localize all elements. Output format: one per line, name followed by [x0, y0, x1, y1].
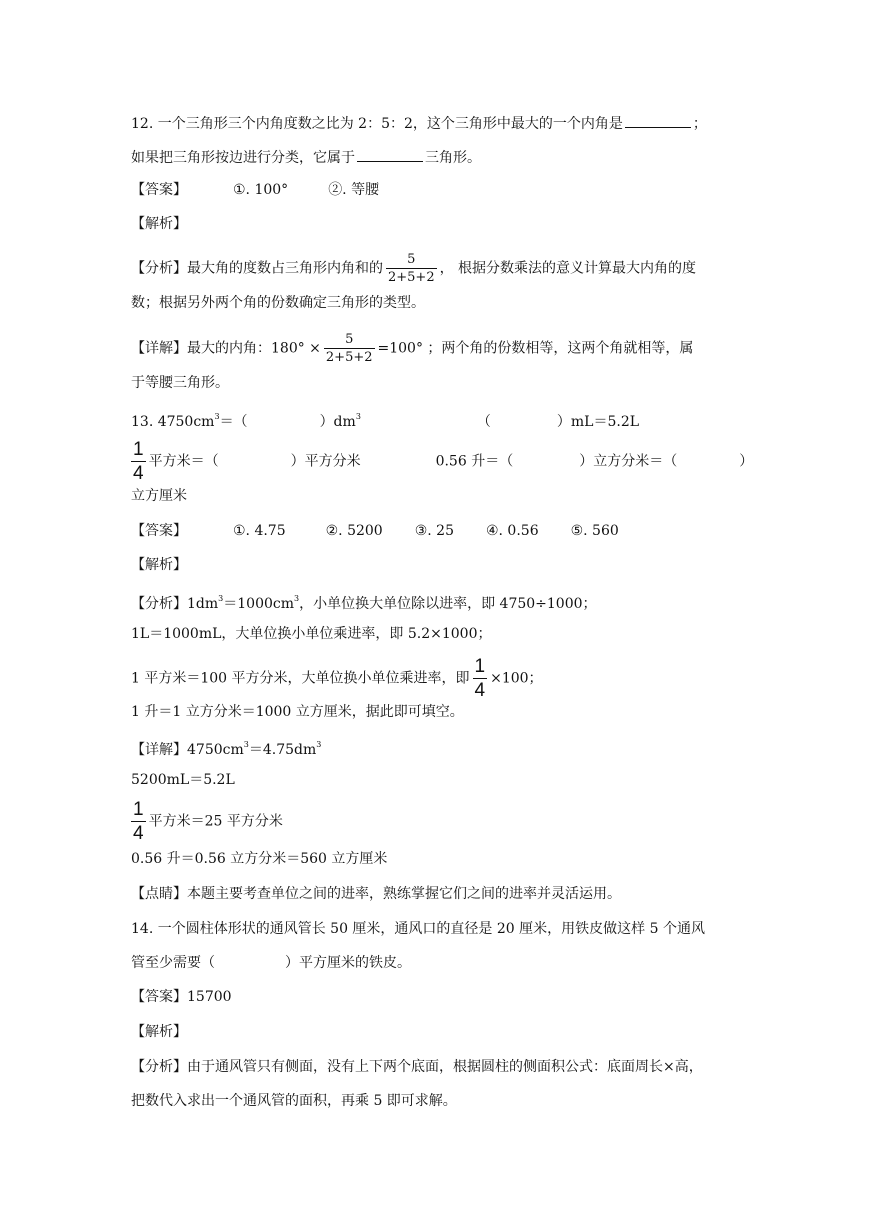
q12-line1-end: ； — [692, 116, 707, 132]
q13-fenxi-4: 1 升＝1 立方分米＝1000 立方厘米，据此即可填空。 — [131, 704, 464, 720]
q13-fenxi3-text-b: ×100； — [490, 670, 543, 687]
q13-answer-2: ②. 5200 — [325, 523, 383, 539]
q12-answer — [131, 180, 379, 200]
q14-fenxi-2: 把数代入求出一个通风管的面积，再乘 5 即可求解。 — [131, 1093, 457, 1109]
q12-line1 — [131, 114, 707, 134]
q12-blank-2[interactable] — [357, 148, 423, 162]
superscript-3: 3 — [243, 740, 249, 749]
q14-answer: 【答案】15700 — [131, 989, 232, 1005]
q14-analysis-heading: 【解析】 — [131, 1024, 187, 1040]
q13-line3: 立方厘米 — [131, 488, 187, 504]
q13-fraction-quarter — [131, 440, 146, 483]
q12-fenxi-line2: 数；根据另外两个角的份数确定三角形的类型。 — [131, 295, 425, 311]
q14-text-a: 管至少需要（ — [131, 955, 215, 971]
q12-xiangjie — [131, 333, 693, 364]
q12-xiangjie-line2: 于等腰三角形。 — [131, 375, 229, 391]
fraction-denominator: 2+5+2 — [325, 350, 373, 365]
q13-answer-3: ③. 25 — [414, 523, 454, 539]
fraction-numerator: 1 — [133, 439, 144, 460]
q14-text-b: ）平方厘米的铁皮。 — [285, 955, 411, 971]
q12-answer-2: ②. 等腰 — [328, 182, 380, 198]
q13-xiangjie-4: 0.56 升＝0.56 立方分米＝560 立方厘米 — [131, 851, 388, 867]
fraction-numerator: 1 — [474, 656, 486, 677]
q14-line2 — [131, 953, 411, 973]
answer-label: 【答案】 — [131, 182, 187, 198]
q12-xiangjie-text-2: =100° ；两个角的份数相等，这两个角就相等，属 — [377, 340, 694, 357]
q12-xiangjie-fraction — [324, 333, 375, 364]
q13-answer — [131, 521, 619, 541]
q13-xiangjie3-text: 平方米＝25 平方分米 — [148, 813, 283, 830]
q13-text-h: 0.56 升＝（ — [435, 453, 514, 470]
q12-line2-text: 如果把三角形按边进行分类，它属于 — [131, 150, 355, 166]
q13-fenxi-text-c: ，小单位换大单位除以进率，即 4750÷1000； — [299, 596, 597, 612]
fraction-denominator: 4 — [474, 680, 486, 701]
q13-answer-1: ①. 4.75 — [233, 523, 286, 539]
q12-stem-text: 12. 一个三角形三个内角度数之比为 2：5：2，这个三角形中最大的一个内角是 — [131, 116, 623, 132]
q13-dianjing: 【点睛】本题主要考查单位之间的进率，熟练掌握它们之间的进率并灵活运用。 — [131, 886, 621, 902]
q13-fenxi3-text-a: 1 平方米＝100 平方分米，大单位换小单位乘进率，即 — [131, 670, 470, 687]
fraction-denominator: 2+5+2 — [388, 270, 435, 285]
q13-fenxi-2: 1L＝1000mL，大单位换小单位乘进率，即 5.2×1000； — [131, 626, 492, 642]
q13-text-i: ）立方分米＝（ — [579, 453, 678, 470]
q12-fenxi — [131, 253, 696, 284]
q13-line1 — [131, 407, 639, 432]
q13-text-g: ）平方分米 — [290, 453, 361, 470]
q12-answer-1: ①. 100° — [233, 182, 289, 198]
q13-fenxi-fraction — [473, 657, 488, 700]
q13-text-a: 13. 4750cm — [131, 414, 215, 430]
fraction-numerator: 1 — [133, 799, 144, 820]
q13-analysis-heading: 【解析】 — [131, 557, 187, 573]
q13-fenxi-1 — [131, 589, 597, 614]
superscript-3: 3 — [218, 594, 224, 603]
q13-text-c: ）dm — [319, 414, 356, 430]
q13-fenxi-3 — [131, 657, 543, 700]
q13-text-j: ） — [739, 453, 754, 470]
q12-line2-end: 三角形。 — [425, 150, 481, 166]
q14-line1: 14. 一个圆柱体形状的通风管长 50 厘米，通风口的直径是 20 厘米，用铁皮做这样 5 个通风 — [131, 921, 705, 937]
q13-text-f: 平方米＝（ — [148, 453, 219, 470]
q13-fenxi-text-a: 【分析】1dm — [131, 596, 219, 612]
q13-xiangjie-text-b: ＝4.75dm — [248, 742, 317, 758]
superscript-3: 3 — [355, 412, 361, 421]
fraction-denominator: 4 — [133, 823, 144, 844]
q13-xiangjie-fraction — [131, 800, 146, 843]
fraction-denominator: 4 — [133, 463, 144, 484]
q13-answer-4: ④. 0.56 — [485, 523, 539, 539]
q13-xiangjie-2: 5200mL＝5.2L — [131, 772, 235, 788]
q14-fenxi-1: 【分析】由于通风管只有侧面，没有上下两个底面，根据圆柱的侧面积公式：底面周长×高， — [131, 1059, 703, 1075]
q12-line2 — [131, 148, 481, 168]
q13-text-b: ＝（ — [219, 414, 248, 430]
q12-fraction — [386, 253, 437, 284]
superscript-3: 3 — [214, 412, 220, 421]
q13-answer-5: ⑤. 560 — [570, 523, 619, 539]
fraction-numerator: 5 — [345, 332, 354, 347]
fraction-numerator: 5 — [407, 252, 416, 267]
q13-xiangjie-3 — [131, 800, 283, 843]
q13-xiangjie-1 — [131, 735, 321, 760]
answer-label: 【答案】 — [131, 523, 187, 539]
superscript-3: 3 — [294, 594, 300, 603]
superscript-3: 3 — [316, 740, 322, 749]
q12-blank-1[interactable] — [625, 114, 691, 128]
q13-text-d: （ — [476, 414, 491, 430]
q12-analysis-heading: 【解析】 — [131, 216, 187, 232]
q12-fenxi-text: 【分析】最大角的度数占三角形内角和的 — [131, 260, 383, 277]
q12-xiangjie-text: 【详解】最大的内角：180° × — [131, 340, 321, 357]
q13-text-e: ）mL＝5.2L — [556, 414, 640, 430]
q13-fenxi-text-b: ＝1000cm — [223, 596, 294, 612]
q12-fenxi-text-2: ， 根据分数乘法的意义计算最大内角的度 — [439, 260, 697, 277]
q13-xiangjie-text-a: 【详解】4750cm — [131, 742, 244, 758]
q13-line2 — [131, 440, 753, 483]
